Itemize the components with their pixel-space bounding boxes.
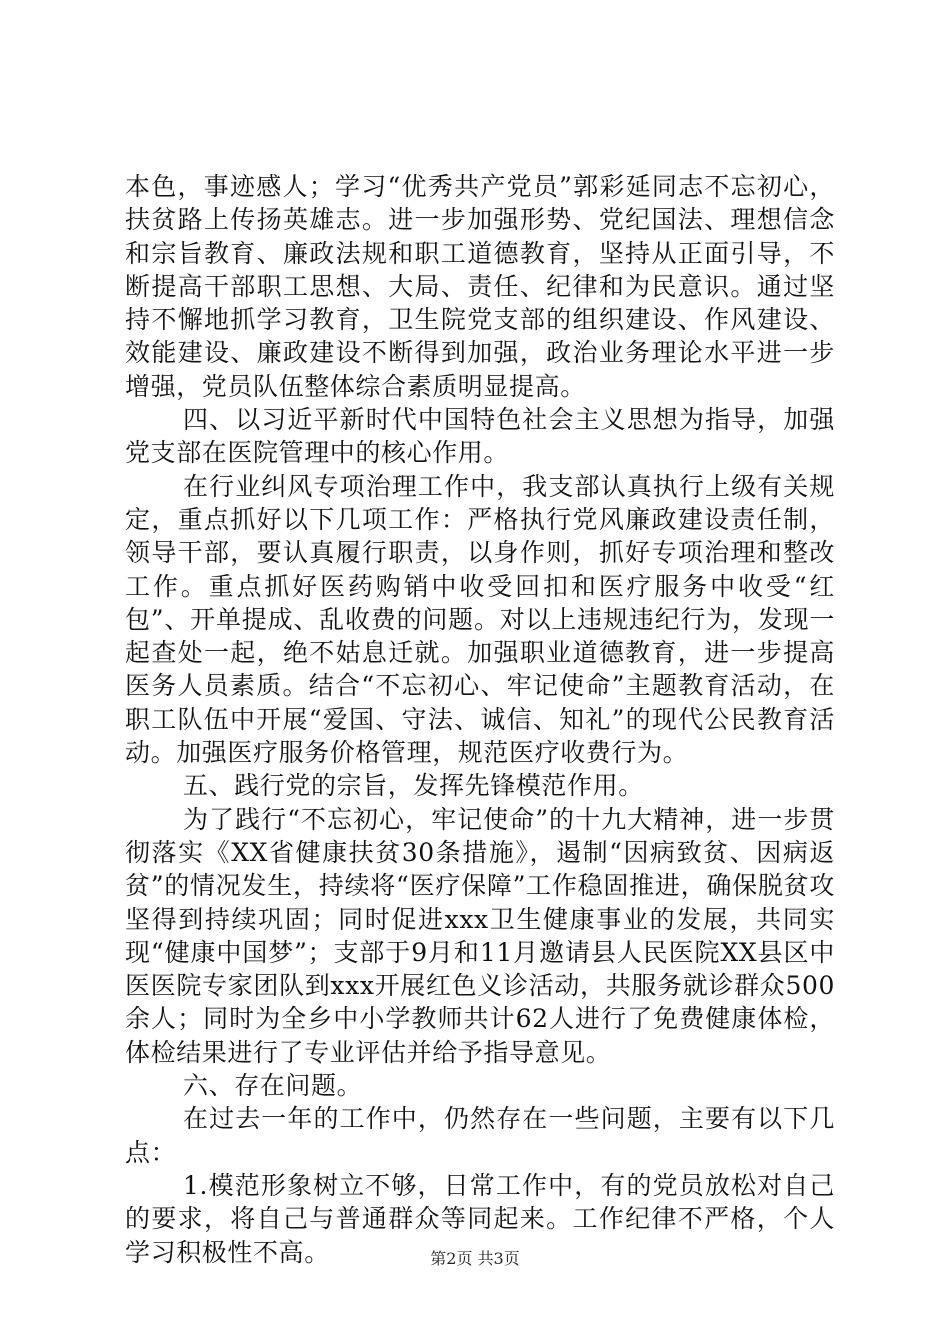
paragraph-continuation: 本色，事迹感人；学习“优秀共产党员”郭彩延同志不忘初心，扶贫路上传扬英雄志。进一步加强形势、党纪国法、理想信念和宗旨教育、廉政法规和职工道德教育，坚持从正面引导，不断提高干部职工思想、大局、责任、纪律和为民意识。通过坚持不懈地抓学习教育，卫生院党支部的组织建设、作风建设、效能建设、廉政建设不断得到加强，政治业务理论水平进一步增强，党员队伍整体综合素质明显提高。	[125, 172, 835, 401]
paragraph-problems-intro: 在过去一年的工作中，仍然存在一些问题，主要有以下几点：	[125, 1104, 835, 1167]
paragraph-health-poverty: 为了践行“不忘初心，牢记使命”的十九大精神，进一步贯彻落实《XX省健康扶贫30条措施》，遏制“因病致贫、因病返贫”的情况发生，持续将“医疗保障”工作稳固推进，确保脱贫攻坚得到持续巩固；同时促进xxx卫生健康事业的发展，共同实现“健康中国梦”；支部于9月和11月邀请县人民医院XX县区中医医院专家团队到xxx开展红色义诊活动，共服务就诊群众500余人；同时为全乡中小学教师共计62人进行了免费健康体检，体检结果进行了专业评估并给予指导意见。	[125, 804, 835, 1067]
paragraph-problem-one: 1.模范形象树立不够，日常工作中，有的党员放松对自己的要求，将自己与普通群众等同起来。工作纪律不严格，个人学习积极性不高。	[125, 1170, 835, 1267]
section-heading-five: 五、践行党的宗旨，发挥先锋模范作用。	[183, 771, 644, 801]
section-heading-four: 四、以习近平新时代中国特色社会主义思想为指导，加强党支部在医院管理中的核心作用。	[125, 405, 835, 468]
section-heading-six: 六、存在问题。	[183, 1071, 363, 1101]
page-footer: 第2页 共3页	[430, 1249, 520, 1268]
document-body	[125, 170, 835, 1269]
paragraph-rectification: 在行业纠风专项治理工作中，我支部认真执行上级有关规定，重点抓好以下几项工作：严格执行党风廉政建设责任制，领导干部，要认真履行职责，以身作则，抓好专项治理和整改工作。重点抓好医药购销中收受回扣和医疗服务中收受“红包”、开单提成、乱收费的问题。对以上违规违纪行为，发现一起查处一起，绝不姑息迁就。加强职业道德教育，进一步提高医务人员素质。结合“不忘初心、牢记使命”主题教育活动，在职工队伍中开展“爱国、守法、诚信、知礼”的现代公民教育活动。加强医疗服务价格管理，规范医疗收费行为。	[125, 471, 835, 768]
